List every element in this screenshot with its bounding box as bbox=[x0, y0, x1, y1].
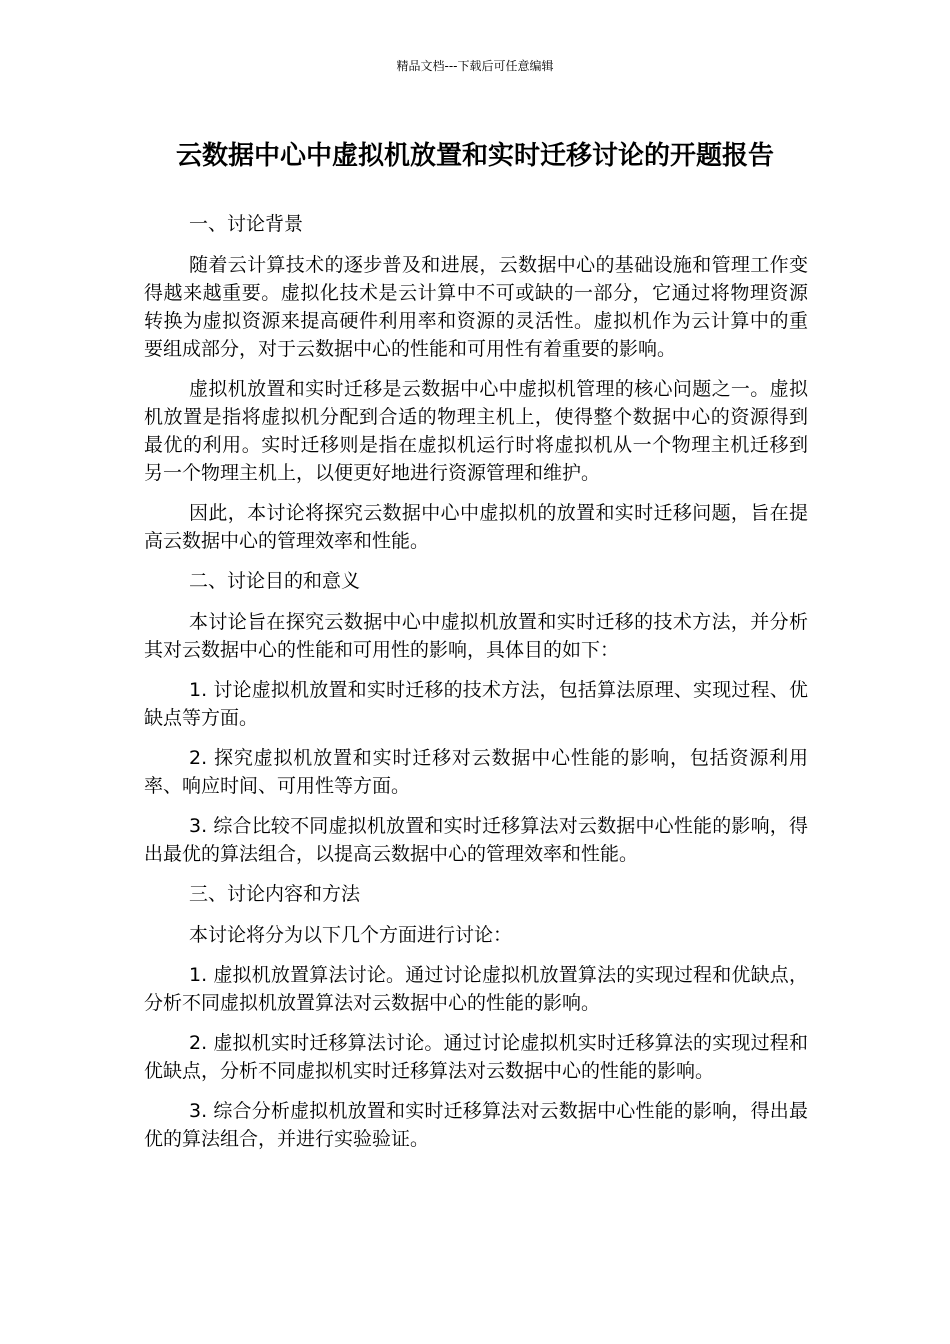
list-item: 2. 虚拟机实时迁移算法讨论。通过讨论虚拟机实时迁移算法的实现过程和优缺点，分析不同虚拟机实时迁移算法对云数据中心的性能的影响。 bbox=[144, 1032, 808, 1082]
section-heading-purpose: 二、讨论目的和意义 bbox=[189, 570, 361, 592]
section-heading-content-method: 三、讨论内容和方法 bbox=[189, 883, 361, 905]
section-heading-background: 一、讨论背景 bbox=[189, 213, 304, 235]
page-header: 精品文档---下载后可任意编辑 bbox=[396, 59, 554, 73]
paragraph: 虚拟机放置和实时迁移是云数据中心中虚拟机管理的核心问题之一。虚拟机放置是指将虚拟机分配到合适的物理主机上，使得整个数据中心的资源得到最优的利用。实时迁移则是指在虚拟机运行时将虚拟机从一个物理主机迁移到另一个物理主机上，以便更好地进行资源管理和维护。 bbox=[144, 378, 808, 484]
list-item: 3. 综合分析虚拟机放置和实时迁移算法对云数据中心性能的影响，得出最优的算法组合，并进行实验验证。 bbox=[144, 1100, 808, 1150]
paragraph: 本讨论将分为以下几个方面进行讨论： bbox=[189, 924, 513, 946]
paragraph: 本讨论旨在探究云数据中心中虚拟机放置和实时迁移的技术方法，并分析其对云数据中心的性能和可用性的影响，具体目的如下： bbox=[144, 611, 808, 661]
list-item: 2. 探究虚拟机放置和实时迁移对云数据中心性能的影响，包括资源利用率、响应时间、可用性等方面。 bbox=[144, 747, 808, 797]
document-body bbox=[144, 210, 808, 1165]
paragraph: 因此，本讨论将探究云数据中心中虚拟机的放置和实时迁移问题，旨在提高云数据中心的管理效率和性能。 bbox=[144, 502, 808, 552]
list-item: 1. 讨论虚拟机放置和实时迁移的技术方法，包括算法原理、实现过程、优缺点等方面。 bbox=[144, 679, 808, 729]
paragraph: 随着云计算技术的逐步普及和进展，云数据中心的基础设施和管理工作变得越来越重要。虚拟化技术是云计算中不可或缺的一部分，它通过将物理资源转换为虚拟资源来提高硬件利用率和资源的灵活性。虚拟机作为云计算中的重要组成部分，对于云数据中心的性能和可用性有着重要的影响。 bbox=[144, 254, 808, 360]
list-item: 3. 综合比较不同虚拟机放置和实时迁移算法对云数据中心性能的影响，得出最优的算法组合，以提高云数据中心的管理效率和性能。 bbox=[144, 815, 808, 865]
list-item: 1. 虚拟机放置算法讨论。通过讨论虚拟机放置算法的实现过程和优缺点，分析不同虚拟机放置算法对云数据中心的性能的影响。 bbox=[144, 964, 808, 1014]
document-title: 云数据中心中虚拟机放置和实时迁移讨论的开题报告 bbox=[175, 141, 774, 171]
